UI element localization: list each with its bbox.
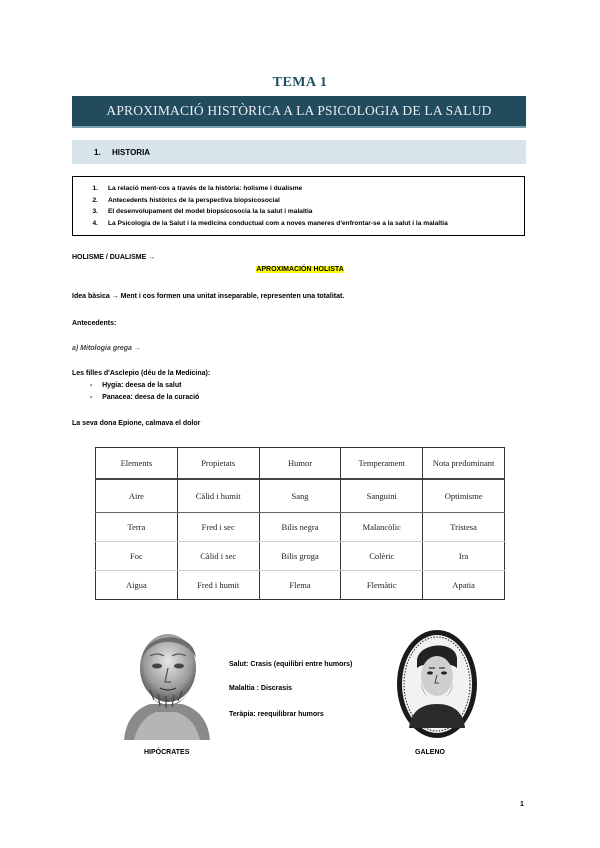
toc-text: El desenvolupament del model biopsicosocia la la salut i malaltia [108,208,313,216]
basic-idea: Idea bàsica → Ment i cos formen una unitat inseparable, representen una totalitat. [72,293,345,300]
toc-number: 1. [92,185,98,192]
table-row [96,479,505,513]
toc-number: 2. [92,196,98,204]
toc-item [73,195,524,207]
holistic-title [0,266,600,273]
table-cell: Foc [96,542,178,571]
table-row [96,542,505,571]
section-number: 1. [94,147,101,157]
terapia-definition: Teràpia: reequilibrar humors [229,711,324,718]
table-cell: Flema [259,571,341,600]
salut-definition: Salut: Crasis (equilibri entre humors) [229,661,353,668]
table-cell: Ira [423,542,505,571]
table-cell: Malancòlic [341,513,423,542]
toc-text: Antecedents històrics de la perspectiva biopsicosocial [108,196,280,204]
table-row [96,571,505,600]
bullet-dash: - [90,394,103,401]
table-cell: Colèric [341,542,423,571]
table-cell: Fred i humit [177,571,259,600]
header-cell: Nota predominant [423,448,505,480]
galen-caption: GALENO [415,749,445,756]
table-cell: Aire [96,479,178,513]
hippocrates-portrait-image [116,620,216,740]
table-row [96,513,505,542]
table-cell: Flemàtic [341,571,423,600]
table-cell: Fred i sec [177,513,259,542]
bullet-dash: - [90,382,103,389]
table-of-contents [72,176,525,236]
table-cell: Aigua [96,571,178,600]
holistic-title-text: APROXIMACIÓN HOLISTA [256,266,344,273]
toc-item [73,206,524,218]
malaltia-definition: Malaltia : Discrasis [229,685,293,692]
table-cell: Sanguini [341,479,423,513]
page-number: 1 [520,801,524,808]
panacea-text: Panacea: deesa de la curació [102,394,200,401]
toc-item [73,183,524,195]
section-header [72,140,526,164]
table-cell: Bilis groga [259,542,341,571]
toc-item [73,218,524,230]
humors-table [95,447,505,600]
table-cell: Tristesa [423,513,505,542]
antecedents-heading: Antecedents: [72,320,117,327]
hippocrates-caption: HIPÓCRATES [144,749,190,756]
table-header-row [96,448,505,480]
table-cell: Sang [259,479,341,513]
mitologia-heading: a) Mitologia grega → [72,345,141,352]
header-cell: Humor [259,448,341,480]
galen-portrait-image [395,628,479,740]
header-cell: Temperament [341,448,423,480]
page-title: TEMA 1 [272,75,328,90]
table-cell: Apatia [423,571,505,600]
hygia-text: Hygia: deesa de la salut [102,382,182,389]
epione-text: La seva dona Epione, calmava el dolor [72,420,201,427]
table-cell: Càlid i humit [177,479,259,513]
header-cell: Elements [96,448,178,480]
toc-text: La Psicologia de la Salut i la medicina conductual com a noves maneres d'enfrontar-se a la salut i la malaltia [108,219,448,227]
section-label: HISTORIA [112,147,151,157]
filles-asclepio: Les filles d'Asclepio (déu de la Medicina): [72,370,211,377]
header-cell: Propietats [177,448,259,480]
table-cell: Bilis negra [259,513,341,542]
list-item-hygia [90,382,181,389]
table-cell: Terra [96,513,178,542]
list-item-panacea [90,394,199,401]
chapter-banner: APROXIMACIÓ HISTÒRICA A LA PSICOLOGIA DE LA SALUD [72,96,526,128]
holisme-heading: HOLISME / DUALISME → [72,254,156,261]
table-cell: Càlid i sec [177,542,259,571]
toc-number: 3. [92,208,98,216]
toc-number: 4. [92,219,98,227]
toc-text: La relació ment-cos a través de la història: holisme i dualisme [108,185,303,192]
table-cell: Optimisme [423,479,505,513]
